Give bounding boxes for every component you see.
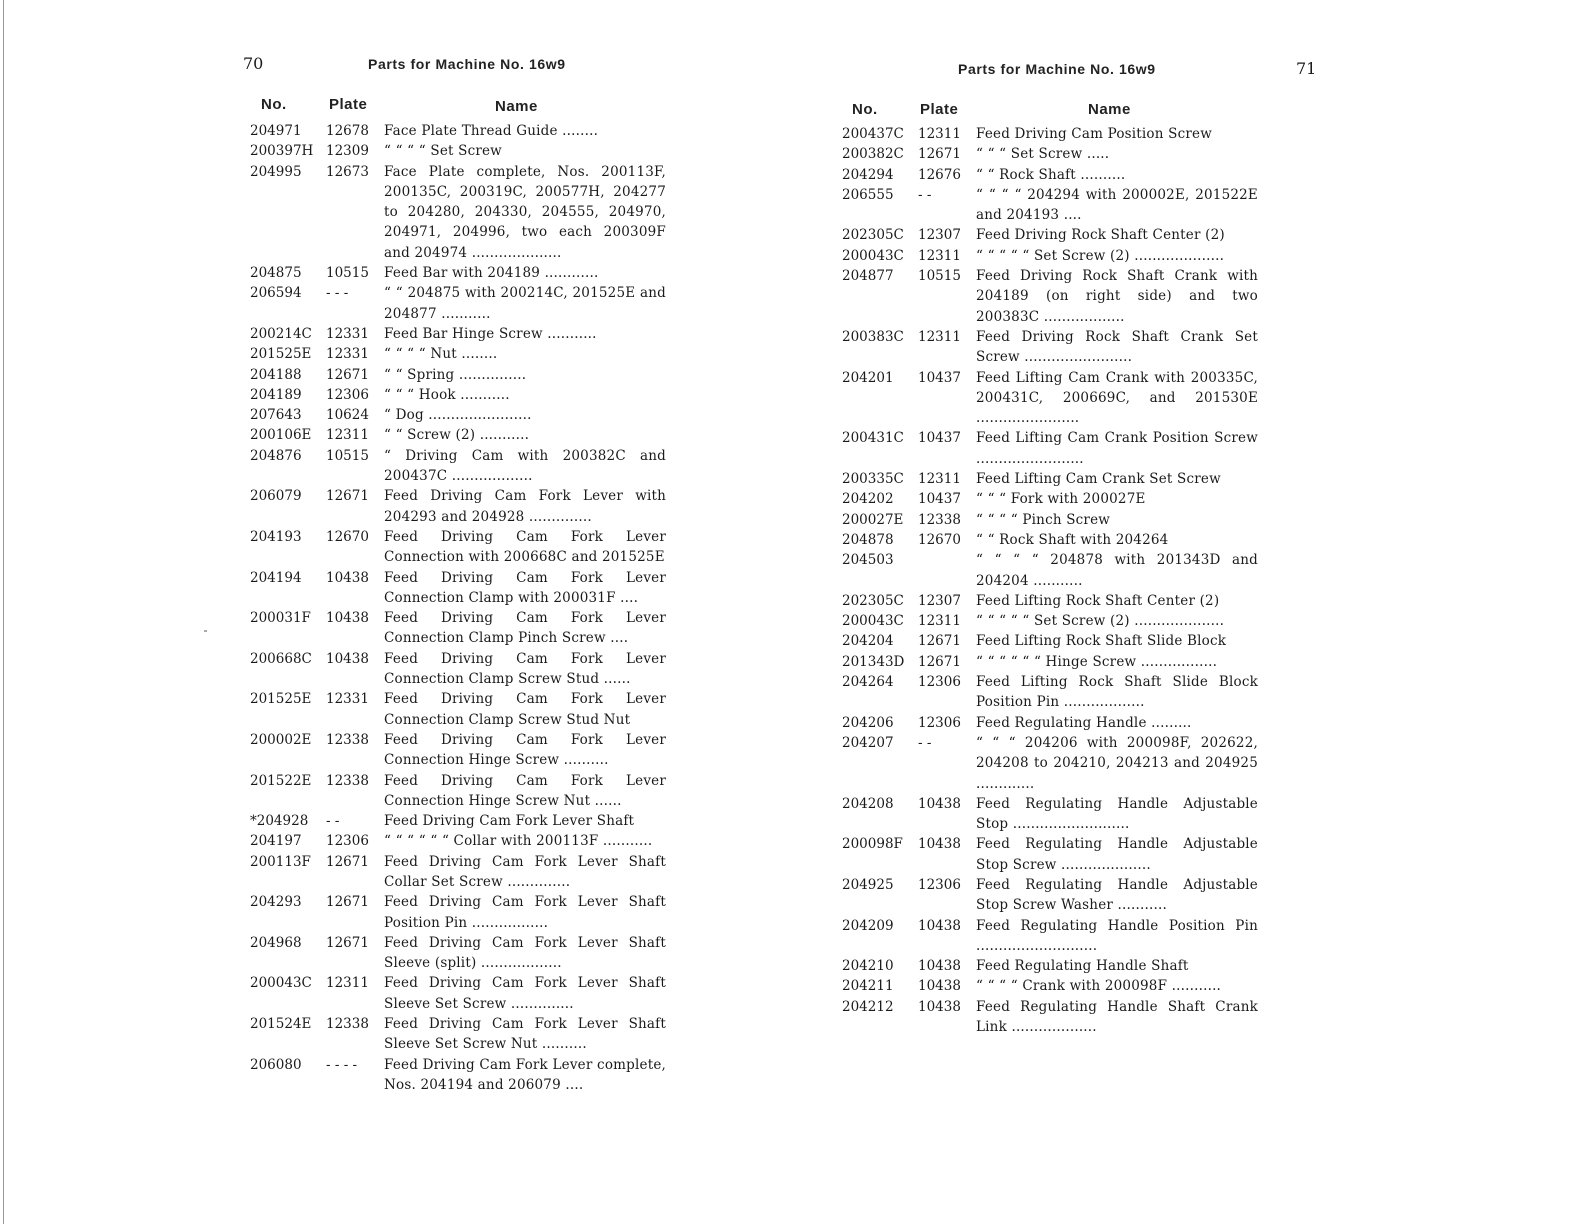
part-number: 204925 (842, 876, 894, 893)
part-name: Feed Regulating Handle Adjustable Stop Screw .................... (976, 836, 1258, 873)
part-name: Feed Lifting Cam Crank Set Screw (976, 471, 1221, 488)
table-row (250, 1014, 670, 1055)
part-number: 206555 (842, 186, 894, 203)
plate-number: 12311 (326, 975, 369, 992)
part-number: 201522E (250, 772, 312, 789)
part-number: 201525E (250, 346, 312, 363)
part-number: 204209 (842, 917, 894, 934)
table-row (842, 469, 1262, 489)
part-name: Feed Driving Rock Shaft Crank Set Screw ........................ (976, 328, 1258, 366)
right-page (792, 0, 1584, 1224)
table-row (250, 324, 670, 344)
plate-number: 12671 (326, 934, 369, 951)
part-name: Feed Driving Cam Fork Lever Shaft Sleeve Set Screw .............. (384, 975, 666, 1012)
parts-list (842, 124, 1262, 1037)
table-row (250, 365, 670, 385)
table-row (250, 446, 670, 487)
table-row (250, 385, 670, 405)
part-name: Feed Lifting Cam Crank with 200335C, 200431C, 200669C, and 201530E ....................... (976, 369, 1258, 427)
part-number: 200668C (250, 650, 312, 667)
table-row (842, 875, 1262, 916)
plate-number: 10515 (918, 268, 961, 285)
table-row (250, 405, 670, 425)
plate-number: 10515 (326, 447, 369, 464)
running-head: Parts for Machine No. 16w9 (368, 56, 566, 72)
plate-number: 10624 (326, 407, 369, 424)
table-row (842, 165, 1262, 185)
part-number: 204206 (842, 714, 894, 731)
part-name: Feed Driving Cam Fork Lever Shaft (384, 813, 635, 830)
part-number: 204878 (842, 531, 894, 548)
part-name: “ “ “ 204206 with 200098F, 202622, 204208 to 204210, 204213 and 204925 ............. (976, 734, 1258, 792)
table-row (250, 425, 670, 445)
part-number: 200043C (250, 975, 312, 992)
part-number: 200437C (842, 126, 904, 142)
plate-number: - - - - (326, 1056, 358, 1073)
part-number: 204208 (842, 795, 894, 812)
part-name: “ “ “ Set Screw ..... (976, 146, 1110, 163)
plate-number: 12306 (918, 876, 961, 893)
table-row (842, 713, 1262, 733)
table-row (250, 344, 670, 364)
plate-number: 12338 (326, 1016, 369, 1033)
part-name: “ “ “ “ “ Set Screw (2) .................... (976, 247, 1225, 264)
part-number: 206594 (250, 285, 302, 302)
table-row (842, 327, 1262, 368)
part-number: 204877 (842, 268, 894, 285)
plate-number: 12331 (326, 346, 369, 363)
part-number: 204189 (250, 386, 302, 403)
part-number: 204875 (250, 265, 302, 282)
part-number: 200106E (250, 427, 312, 444)
table-row (842, 144, 1262, 164)
table-row (842, 652, 1262, 672)
plate-number: - - - (326, 285, 349, 302)
page-edge-line (3, 0, 4, 1224)
part-number: 204211 (842, 978, 894, 995)
plate-number: 12338 (918, 511, 961, 528)
part-name: Feed Driving Cam Position Screw (976, 126, 1212, 142)
plate-number: - - (918, 186, 932, 203)
plate-number: 12671 (326, 853, 369, 870)
part-number: *204928 (250, 813, 309, 830)
part-name: Feed Lifting Rock Shaft Center (2) (976, 592, 1220, 609)
part-name: Feed Driving Cam Fork Lever Shaft Sleeve (split) .................. (384, 934, 666, 972)
plate-number: 12331 (326, 325, 369, 342)
part-name: Feed Regulating Handle Position Pin ........................... (976, 917, 1258, 954)
plate-number: 12311 (918, 328, 961, 345)
part-name: “ “ “ “ “ “ Hinge Screw ................. (976, 653, 1218, 670)
part-name: Feed Regulating Handle Shaft (976, 958, 1189, 975)
column-header-plate: Plate (329, 96, 368, 113)
plate-number: 10438 (326, 650, 369, 667)
table-row (842, 266, 1262, 327)
part-name: Feed Bar with 204189 ............ (384, 265, 599, 282)
plate-number: 12676 (918, 166, 961, 183)
plate-number: 12331 (326, 691, 369, 708)
part-number: 204503 (842, 552, 894, 569)
table-row (842, 834, 1262, 875)
part-name: “ “ “ “ Pinch Screw (976, 511, 1111, 528)
column-header-name: Name (495, 98, 538, 115)
plate-number: 12678 (326, 123, 369, 139)
part-number: 200098F (842, 836, 903, 853)
table-row (842, 368, 1262, 429)
plate-number: 12309 (326, 143, 369, 160)
part-number: 200043C (842, 247, 904, 264)
part-number: 201343D (842, 653, 905, 670)
table-row (842, 510, 1262, 530)
part-number: 200335C (842, 471, 904, 488)
part-name: Feed Driving Rock Shaft Crank with 204189 (on right side) and two 200383C .................. (976, 268, 1258, 325)
plate-number: 12311 (918, 471, 961, 488)
table-row (250, 771, 670, 812)
part-number: 200002E (250, 731, 312, 748)
plate-number: 12671 (326, 488, 369, 505)
running-head: Parts for Machine No. 16w9 (958, 61, 1156, 77)
part-name: Feed Driving Cam Fork Lever Connection with 200668C and 201525E (384, 528, 666, 566)
part-number: 204293 (250, 894, 302, 911)
plate-number: 10437 (918, 491, 961, 508)
part-number: 204204 (842, 633, 894, 650)
plate-number: 12670 (918, 531, 961, 548)
part-number: 204971 (250, 123, 302, 139)
part-number: 204207 (842, 734, 894, 751)
part-number: 200043C (842, 613, 904, 630)
part-name: Feed Regulating Handle ......... (976, 714, 1192, 731)
plate-number: 12306 (918, 714, 961, 731)
part-name: “ “ “ “ Nut ........ (384, 346, 498, 363)
table-row (250, 527, 670, 568)
table-row (842, 246, 1262, 266)
part-number: 200383C (842, 328, 904, 345)
table-row (250, 933, 670, 974)
column-header-plate: Plate (920, 101, 959, 118)
part-name: Feed Driving Cam Fork Lever with 204293 and 204928 .............. (384, 488, 666, 525)
part-name: Face Plate complete, Nos. 200113F, 200135C, 200319C, 200577H, 204277 to 204280, 204330, 204555, 204970, 204971, 204996, two each 200309F and 204974 .................... (384, 163, 666, 261)
table-row (842, 591, 1262, 611)
table-row (250, 162, 670, 263)
table-row (842, 225, 1262, 245)
part-name: Face Plate Thread Guide ........ (384, 123, 599, 139)
plate-number: - - (326, 813, 340, 830)
plate-number: 12311 (918, 247, 961, 264)
part-name: “ “ “ “ Crank with 200098F ........... (976, 978, 1222, 995)
part-name: “ “ Rock Shaft .......... (976, 166, 1126, 183)
part-number: 204188 (250, 366, 302, 383)
table-row (842, 733, 1262, 794)
part-number: 204201 (842, 369, 894, 386)
table-row (842, 550, 1262, 591)
plate-number: 12311 (326, 427, 369, 444)
page-number: 70 (243, 54, 264, 73)
part-number: 200214C (250, 325, 312, 342)
part-number: 206080 (250, 1056, 302, 1073)
part-name: “ “ 204875 with 200214C, 201525E and 204877 ........... (384, 285, 666, 322)
part-name: “ “ “ “ Set Screw (384, 143, 502, 160)
plate-number: 12306 (326, 386, 369, 403)
plate-number: 10438 (326, 569, 369, 586)
table-row (250, 892, 670, 933)
part-name: “ Dog ....................... (384, 407, 532, 424)
plate-number: 12306 (326, 833, 369, 850)
part-name: Feed Regulating Handle Adjustable Stop .......................... (976, 795, 1258, 833)
part-name: “ Driving Cam with 200382C and 200437C .................. (384, 447, 666, 485)
part-number: 206079 (250, 488, 302, 505)
part-name: Feed Driving Cam Fork Lever Shaft Position Pin ................. (384, 894, 666, 931)
part-number: 202305C (842, 592, 904, 609)
part-name: “ “ “ Fork with 200027E (976, 491, 1146, 508)
part-name: Feed Driving Cam Fork Lever Connection Clamp Screw Stud ...... (384, 650, 666, 688)
table-row (842, 916, 1262, 957)
table-row (250, 283, 670, 324)
table-row (842, 185, 1262, 226)
part-number: 204264 (842, 674, 894, 691)
part-number: 204995 (250, 163, 302, 180)
part-name: Feed Lifting Rock Shaft Slide Block Position Pin .................. (976, 674, 1258, 711)
page-number: 71 (1296, 59, 1317, 78)
table-row (250, 811, 670, 831)
part-name: Feed Driving Cam Fork Lever complete, Nos. 204194 and 206079 .... (384, 1056, 666, 1093)
plate-number: 10438 (918, 917, 961, 934)
column-header-no: No. (852, 101, 878, 118)
part-name: “ “ “ “ “ Set Screw (2) .................... (976, 613, 1225, 630)
plate-number: 10438 (918, 836, 961, 853)
plate-number: 10437 (918, 430, 961, 447)
part-number: 204876 (250, 447, 302, 464)
plate-number: 12671 (918, 653, 961, 670)
plate-number: 10438 (918, 795, 961, 812)
part-name: Feed Regulating Handle Adjustable Stop Screw Washer ........... (976, 876, 1258, 914)
part-name: Feed Driving Cam Fork Lever Connection Clamp with 200031F .... (384, 569, 666, 606)
column-header-name: Name (1088, 101, 1131, 118)
part-name: Feed Driving Cam Fork Lever Connection Clamp Screw Stud Nut (384, 691, 666, 728)
part-number: 204294 (842, 166, 894, 183)
table-row (250, 831, 670, 851)
part-name: “ “ “ “ “ “ Collar with 200113F ........... (384, 833, 653, 850)
margin-mark (204, 630, 207, 632)
table-row (250, 973, 670, 1014)
part-number: 201524E (250, 1016, 312, 1033)
part-name: “ “ Screw (2) ........... (384, 427, 530, 444)
part-number: 204193 (250, 528, 302, 545)
part-number: 200382C (842, 146, 904, 163)
plate-number: 10437 (918, 369, 961, 386)
part-name: Feed Regulating Handle Shaft Crank Link ................... (976, 998, 1258, 1036)
part-name: “ “ Spring ............... (384, 366, 527, 383)
plate-number: 10515 (326, 265, 369, 282)
plate-number: 12671 (918, 146, 961, 163)
plate-number: 12307 (918, 227, 961, 244)
plate-number: 10438 (918, 958, 961, 975)
part-number: 201525E (250, 691, 312, 708)
part-number: 204197 (250, 833, 302, 850)
table-row (842, 956, 1262, 976)
plate-number: 12338 (326, 731, 369, 748)
part-number: 202305C (842, 227, 904, 244)
table-row (250, 608, 670, 649)
part-name: Feed Driving Cam Fork Lever Shaft Sleeve Set Screw Nut .......... (384, 1016, 666, 1053)
part-name: Feed Lifting Cam Crank Position Screw ........................ (976, 430, 1258, 467)
plate-number: 12338 (326, 772, 369, 789)
part-number: 204202 (842, 491, 894, 508)
plate-number: 10438 (918, 998, 961, 1015)
plate-number: - - (918, 734, 932, 751)
column-header-no: No. (261, 96, 287, 113)
table-row (842, 611, 1262, 631)
plate-number: 12673 (326, 163, 369, 180)
part-number: 200027E (842, 511, 904, 528)
part-number: 200397H (250, 143, 314, 160)
table-row (842, 530, 1262, 550)
part-name: Feed Driving Rock Shaft Center (2) (976, 227, 1225, 244)
table-row (842, 124, 1262, 144)
part-number: 200031F (250, 610, 311, 627)
part-number: 204210 (842, 958, 894, 975)
table-row (250, 486, 670, 527)
table-row (250, 568, 670, 609)
table-row (250, 121, 670, 141)
plate-number: 12671 (918, 633, 961, 650)
part-name: Feed Driving Cam Fork Lever Shaft Collar Set Screw .............. (384, 853, 666, 890)
table-row (250, 730, 670, 771)
table-row (250, 263, 670, 283)
part-name: Feed Bar Hinge Screw ........... (384, 325, 597, 342)
table-row (250, 689, 670, 730)
table-row (842, 976, 1262, 996)
part-name: “ “ Rock Shaft with 204264 (976, 531, 1169, 548)
parts-list (250, 121, 670, 1095)
plate-number: 12306 (918, 674, 961, 691)
table-row (842, 997, 1262, 1038)
part-name: “ “ “ “ 204294 with 200002E, 201522E and 204193 .... (976, 186, 1258, 224)
plate-number: 10438 (918, 978, 961, 995)
table-row (842, 794, 1262, 835)
table-row (842, 428, 1262, 469)
plate-number: 12311 (918, 126, 961, 142)
part-number: 204968 (250, 934, 302, 951)
table-row (250, 1055, 670, 1096)
part-number: 200431C (842, 430, 904, 447)
part-name: “ “ “ Hook ........... (384, 386, 510, 403)
part-name: Feed Driving Cam Fork Lever Connection Hinge Screw .......... (384, 731, 666, 769)
table-row (250, 649, 670, 690)
part-number: 204194 (250, 569, 302, 586)
plate-number: 10438 (326, 610, 369, 627)
plate-number: 12671 (326, 894, 369, 911)
table-row (250, 141, 670, 161)
plate-number: 12670 (326, 528, 369, 545)
table-row (842, 489, 1262, 509)
part-name: Feed Driving Cam Fork Lever Connection Clamp Pinch Screw .... (384, 610, 666, 647)
part-name: “ “ “ “ 204878 with 201343D and 204204 ........... (976, 552, 1258, 589)
part-number: 200113F (250, 853, 311, 870)
table-row (842, 631, 1262, 651)
table-row (250, 852, 670, 893)
part-name: Feed Driving Cam Fork Lever Connection Hinge Screw Nut ...... (384, 772, 666, 809)
plate-number: 12307 (918, 592, 961, 609)
part-number: 207643 (250, 407, 302, 424)
part-name: Feed Lifting Rock Shaft Slide Block (976, 633, 1227, 650)
plate-number: 12671 (326, 366, 369, 383)
plate-number: 12311 (918, 613, 961, 630)
table-row (842, 672, 1262, 713)
part-number: 204212 (842, 998, 894, 1015)
